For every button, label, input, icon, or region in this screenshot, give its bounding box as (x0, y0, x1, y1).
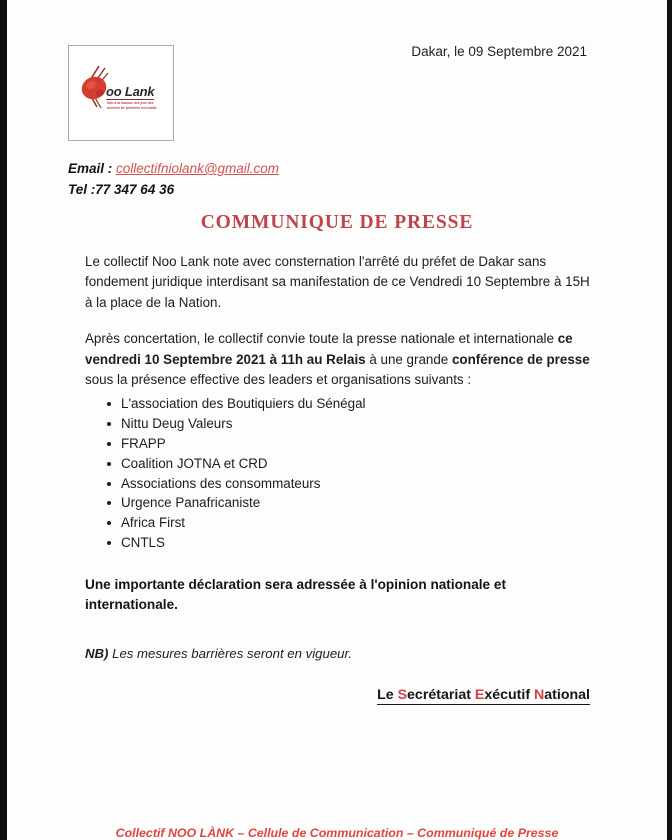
tel-label: Tel : (68, 181, 96, 197)
signature-block (85, 687, 590, 705)
left-letterbox-bar (0, 0, 7, 840)
list-item: CNTLS (85, 533, 590, 553)
invitation-text-3: sous la présence effective des leaders et organisations suivants : (85, 371, 472, 387)
logo-box (68, 45, 174, 141)
list-item: Africa First (85, 513, 590, 533)
declaration-text: Une importante déclaration sera adressée à l'opinion nationale et internationale (85, 576, 506, 613)
email-label: Email : (68, 161, 113, 176)
tel-row (68, 180, 279, 201)
list-item: FRAPP (85, 434, 590, 454)
signature-national: ational (544, 686, 590, 703)
signature-initial-s: S (397, 686, 408, 703)
organisations-list (85, 394, 590, 553)
logo-wordmark: oo Lank (106, 84, 155, 99)
page-title: COMMUNIQUE DE PRESSE (200, 212, 474, 233)
paragraph-consternation: Le collectif Noo Lank note avec consternation l'arrêté du préfet de Dakar sans fondement juridique interdisant sa manifestation de ce Vendredi 10 Septembre à 15H à la place de la Nation. (85, 254, 590, 310)
invitation-event: conférence de presse (451, 351, 590, 367)
email-address-link[interactable]: collectifniolank@gmail.com (116, 161, 280, 176)
declaration-period: . (174, 597, 178, 613)
signature-line (377, 687, 590, 705)
list-item: Coalition JOTNA et CRD (85, 454, 590, 474)
press-release-document (7, 0, 667, 840)
note-prefix: NB) (85, 645, 109, 661)
list-item: Urgence Panafricaniste (85, 493, 590, 513)
paragraph-invitation (85, 329, 590, 390)
invitation-datetime: ce vendredi 10 Septembre 2021 à 11h au Relais (85, 331, 573, 367)
list-item: Nittu Deug Valeurs (85, 414, 590, 434)
logo-inner (77, 64, 169, 126)
date-line: Dakar, le 09 Septembre 2021 (411, 44, 587, 59)
signature-word-le: Le (377, 686, 398, 703)
document-header (7, 0, 667, 150)
document-body (85, 252, 590, 705)
right-letterbox-bar (667, 0, 672, 840)
invitation-text-2: à une grande (365, 351, 452, 367)
signature-initial-n: N (534, 686, 545, 703)
tel-number: 77 347 64 36 (95, 181, 175, 197)
list-item: L'association des Boutiquiers du Sénégal (85, 394, 590, 414)
signature-secretariat: ecrétariat (407, 686, 475, 703)
note-text: Les mesures barrières seront en vigueur. (108, 645, 353, 661)
email-row (68, 159, 279, 180)
note-paragraph (85, 646, 590, 661)
contact-block (68, 159, 279, 201)
document-footer: Collectif NOO LÀNK – Cellule de Communication – Communiqué de Presse (115, 826, 559, 840)
invitation-text-1: Après concertation, le collectif convie toute la presse nationale et internationale (85, 331, 558, 347)
logo-tagline: Non à la hausse des prix des denrées de première nécessité (107, 101, 157, 110)
declaration-paragraph (85, 575, 590, 616)
signature-initial-e: E (474, 686, 485, 703)
signature-executif: xécutif (484, 686, 535, 703)
list-item: Associations des consommateurs (85, 474, 590, 494)
